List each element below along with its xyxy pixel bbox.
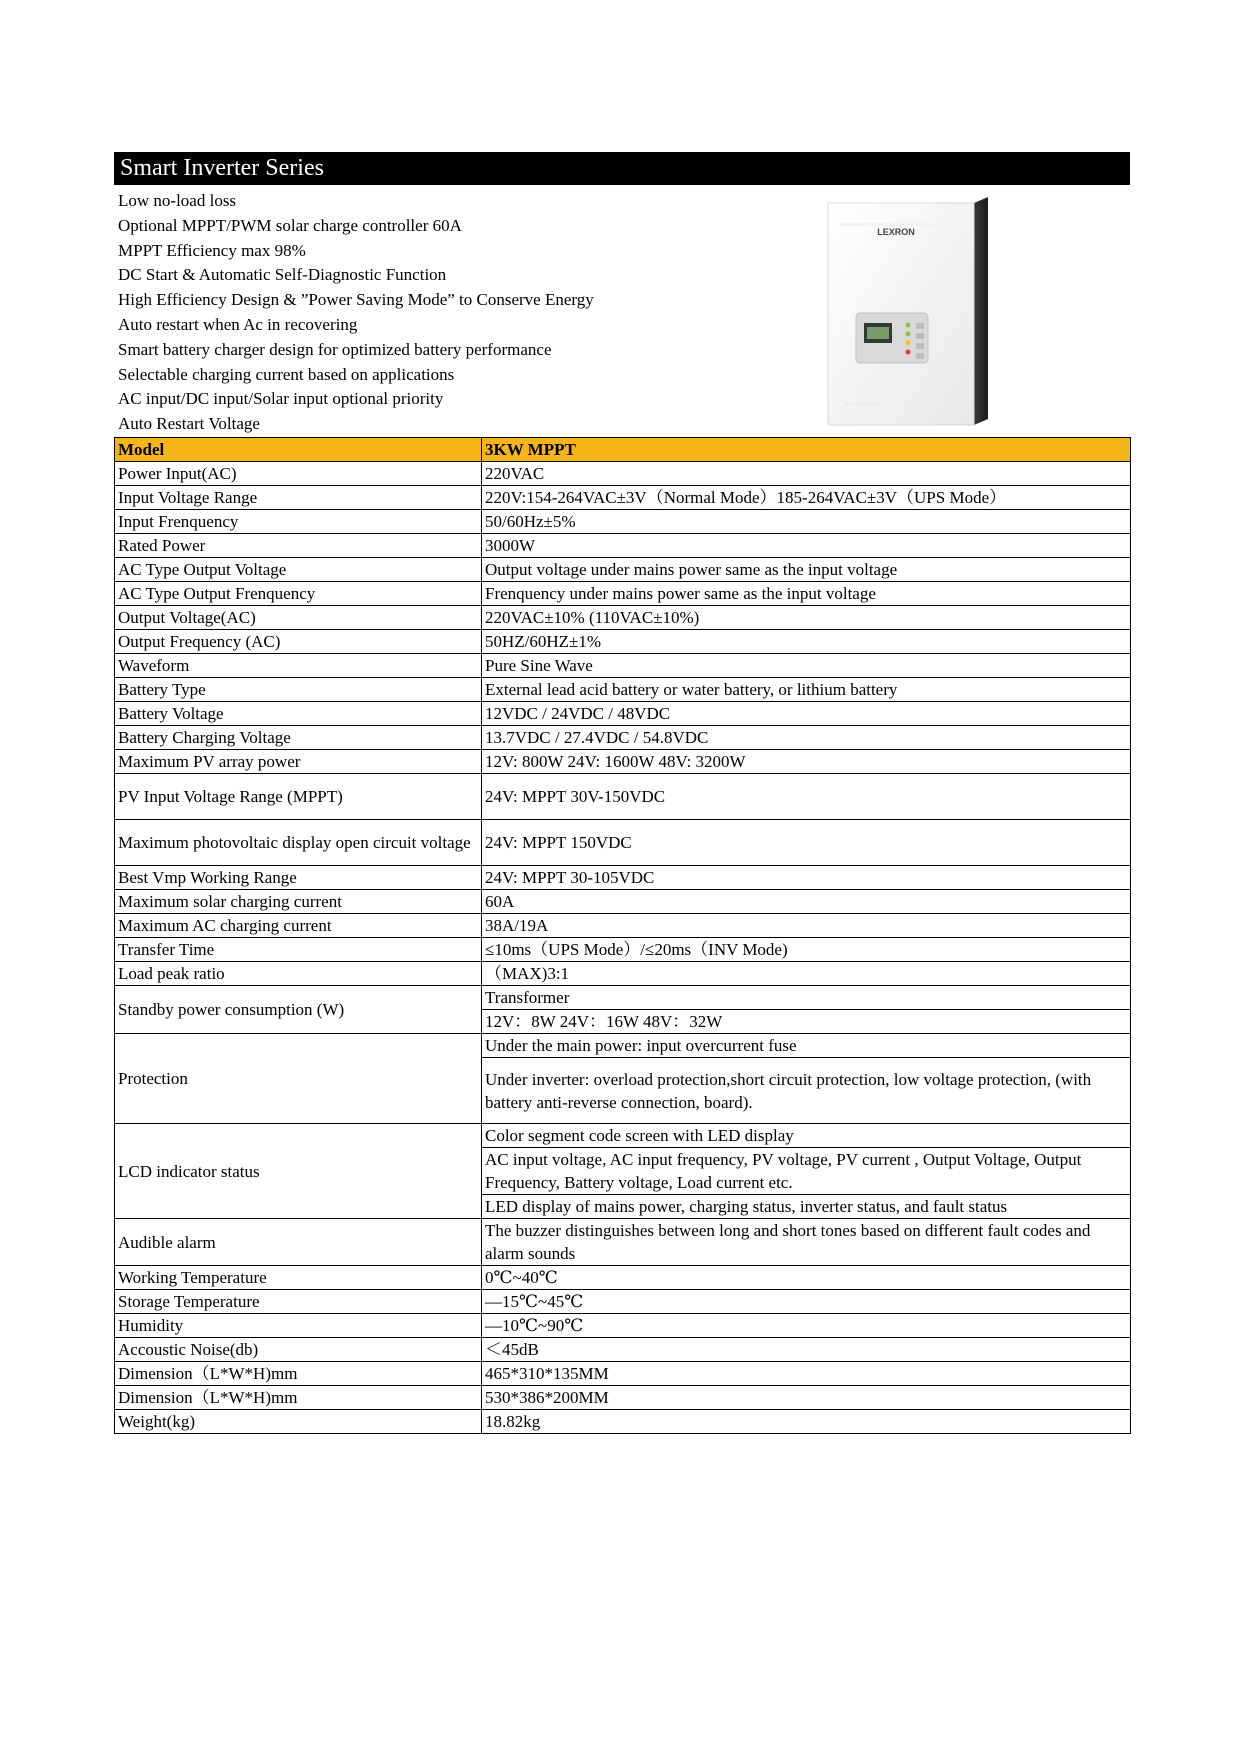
spec-value: ≤10ms（UPS Mode）/≤20ms（INV Mode) bbox=[482, 938, 1131, 962]
table-row bbox=[115, 534, 1131, 558]
inverter-illustration bbox=[824, 193, 994, 429]
spec-label: Transfer Time bbox=[115, 938, 482, 962]
spec-label: Storage Temperature bbox=[115, 1290, 482, 1314]
spec-label: Protection bbox=[115, 1034, 482, 1124]
spec-value: —15℃~45℃ bbox=[482, 1290, 1131, 1314]
table-row bbox=[115, 558, 1131, 582]
spec-value: LED display of mains power, charging status, inverter status, and fault status bbox=[482, 1195, 1131, 1219]
feature-item: Smart battery charger design for optimized battery performance bbox=[118, 339, 552, 359]
table-row bbox=[115, 914, 1131, 938]
spec-value: 12V: 800W 24V: 1600W 48V: 3200W bbox=[482, 750, 1131, 774]
table-row bbox=[115, 1034, 1131, 1058]
table-row bbox=[115, 774, 1131, 820]
spec-label: Input Voltage Range bbox=[115, 486, 482, 510]
table-row bbox=[115, 1266, 1131, 1290]
spec-label: Load peak ratio bbox=[115, 962, 482, 986]
spec-value: Color segment code screen with LED display bbox=[482, 1124, 1131, 1148]
table-row bbox=[115, 866, 1131, 890]
spec-label: AC Type Output Voltage bbox=[115, 558, 482, 582]
table-row bbox=[115, 510, 1131, 534]
spec-value: 50/60Hz±5% bbox=[482, 510, 1131, 534]
spec-value: 50HZ/60HZ±1% bbox=[482, 630, 1131, 654]
table-row bbox=[115, 1219, 1131, 1266]
spec-label: PV Input Voltage Range (MPPT) bbox=[115, 774, 482, 820]
spec-label: Waveform bbox=[115, 654, 482, 678]
table-row bbox=[115, 486, 1131, 510]
spec-label: Dimension（L*W*H)mm bbox=[115, 1362, 482, 1386]
spec-label: AC Type Output Frenquency bbox=[115, 582, 482, 606]
table-row bbox=[115, 702, 1131, 726]
spec-value: Output voltage under mains power same as the input voltage bbox=[482, 558, 1131, 582]
table-row bbox=[115, 1362, 1131, 1386]
spec-value: —10℃~90℃ bbox=[482, 1314, 1131, 1338]
spec-value: 3000W bbox=[482, 534, 1131, 558]
spec-value: ＜45dB bbox=[482, 1338, 1131, 1362]
header-label: Model bbox=[115, 438, 482, 462]
inverter-product-image bbox=[824, 193, 994, 429]
spec-value: Transformer bbox=[482, 986, 1131, 1010]
table-row bbox=[115, 654, 1131, 678]
spec-value: Pure Sine Wave bbox=[482, 654, 1131, 678]
spec-table bbox=[114, 437, 1131, 1434]
spec-sheet bbox=[114, 152, 1130, 1434]
spec-label: Input Frenquency bbox=[115, 510, 482, 534]
spec-value: 60A bbox=[482, 890, 1131, 914]
feature-item: Selectable charging current based on applications bbox=[118, 364, 455, 384]
spec-value: 24V: MPPT 30-105VDC bbox=[482, 866, 1131, 890]
spec-label: Standby power consumption (W) bbox=[115, 986, 482, 1034]
spec-value: 24V: MPPT 30V-150VDC bbox=[482, 774, 1131, 820]
table-row bbox=[115, 938, 1131, 962]
table-row bbox=[115, 462, 1131, 486]
spec-label: Power Input(AC) bbox=[115, 462, 482, 486]
spec-label: Output Voltage(AC) bbox=[115, 606, 482, 630]
spec-value: 220V:154-264VAC±3V（Normal Mode）185-264VAC±3V（UPS Mode） bbox=[482, 486, 1131, 510]
spec-label: Best Vmp Working Range bbox=[115, 866, 482, 890]
spec-value: Under the main power: input overcurrent fuse bbox=[482, 1034, 1131, 1058]
table-row bbox=[115, 582, 1131, 606]
table-row bbox=[115, 1386, 1131, 1410]
table-row bbox=[115, 678, 1131, 702]
feature-item: Auto Restart Voltage bbox=[118, 414, 260, 434]
spec-value: Frenquency under mains power same as the input voltage bbox=[482, 582, 1131, 606]
table-row bbox=[115, 962, 1131, 986]
intro-section bbox=[114, 185, 1130, 437]
spec-label: Battery Type bbox=[115, 678, 482, 702]
table-row bbox=[115, 1290, 1131, 1314]
spec-value: The buzzer distinguishes between long and short tones based on different fault codes and alarm sounds bbox=[482, 1219, 1131, 1266]
table-row bbox=[115, 606, 1131, 630]
feature-item: DC Start & Automatic Self-Diagnostic Function bbox=[118, 265, 447, 285]
spec-label: Weight(kg) bbox=[115, 1410, 482, 1434]
feature-item: MPPT Efficiency max 98% bbox=[118, 240, 306, 260]
spec-value: AC input voltage, AC input frequency, PV voltage, PV current , Output Voltage, Output Frequency, Battery voltage, Load current etc. bbox=[482, 1148, 1131, 1195]
spec-value: External lead acid battery or water battery, or lithium battery bbox=[482, 678, 1131, 702]
spec-label: Output Frequency (AC) bbox=[115, 630, 482, 654]
spec-value: 530*386*200MM bbox=[482, 1386, 1131, 1410]
table-row bbox=[115, 986, 1131, 1010]
spec-label: Battery Charging Voltage bbox=[115, 726, 482, 750]
spec-value: 465*310*135MM bbox=[482, 1362, 1131, 1386]
table-row bbox=[115, 890, 1131, 914]
feature-item: Low no-load loss bbox=[118, 191, 237, 210]
spec-label: Dimension（L*W*H)mm bbox=[115, 1386, 482, 1410]
page-title: Smart Inverter Series bbox=[114, 152, 1130, 185]
spec-value: 12VDC / 24VDC / 48VDC bbox=[482, 702, 1131, 726]
brand-logo: LEXRON bbox=[877, 227, 915, 237]
spec-value: Under inverter: overload protection,short circuit protection, low voltage protection, (with battery anti-reverse connection, board). bbox=[482, 1058, 1131, 1124]
table-row bbox=[115, 1338, 1131, 1362]
table-row bbox=[115, 1314, 1131, 1338]
spec-label: Accoustic Noise(db) bbox=[115, 1338, 482, 1362]
table-header-row bbox=[115, 438, 1131, 462]
spec-label: Maximum photovoltaic display open circuit voltage bbox=[115, 820, 482, 866]
spec-value: 24V: MPPT 150VDC bbox=[482, 820, 1131, 866]
spec-label: Maximum AC charging current bbox=[115, 914, 482, 938]
table-row bbox=[115, 630, 1131, 654]
spec-label: Battery Voltage bbox=[115, 702, 482, 726]
spec-label: Maximum PV array power bbox=[115, 750, 482, 774]
feature-item: AC input/DC input/Solar input optional priority bbox=[118, 389, 444, 409]
spec-value: 12V：8W 24V：16W 48V：32W bbox=[482, 1010, 1131, 1034]
table-row bbox=[115, 820, 1131, 866]
spec-label: Maximum solar charging current bbox=[115, 890, 482, 914]
spec-label: Audible alarm bbox=[115, 1219, 482, 1266]
spec-label: LCD indicator status bbox=[115, 1124, 482, 1219]
spec-value: （MAX)3:1 bbox=[482, 962, 1131, 986]
spec-value: 38A/19A bbox=[482, 914, 1131, 938]
spec-value: 220VAC±10% (110VAC±10%) bbox=[482, 606, 1131, 630]
spec-value: 13.7VDC / 27.4VDC / 54.8VDC bbox=[482, 726, 1131, 750]
feature-item: Auto restart when Ac in recovering bbox=[118, 314, 358, 334]
feature-item: Optional MPPT/PWM solar charge controller 60A bbox=[118, 215, 462, 235]
spec-label: Humidity bbox=[115, 1314, 482, 1338]
spec-value: 220VAC bbox=[482, 462, 1131, 486]
spec-value: 18.82kg bbox=[482, 1410, 1131, 1434]
spec-label: Working Temperature bbox=[115, 1266, 482, 1290]
spec-value: 0℃~40℃ bbox=[482, 1266, 1131, 1290]
table-row bbox=[115, 1124, 1131, 1148]
table-row bbox=[115, 1410, 1131, 1434]
table-row bbox=[115, 750, 1131, 774]
spec-label: Rated Power bbox=[115, 534, 482, 558]
header-value: 3KW MPPT bbox=[482, 438, 1131, 462]
table-row bbox=[115, 726, 1131, 750]
feature-item: High Efficiency Design & ”Power Saving Mode” to Conserve Energy bbox=[118, 290, 594, 310]
